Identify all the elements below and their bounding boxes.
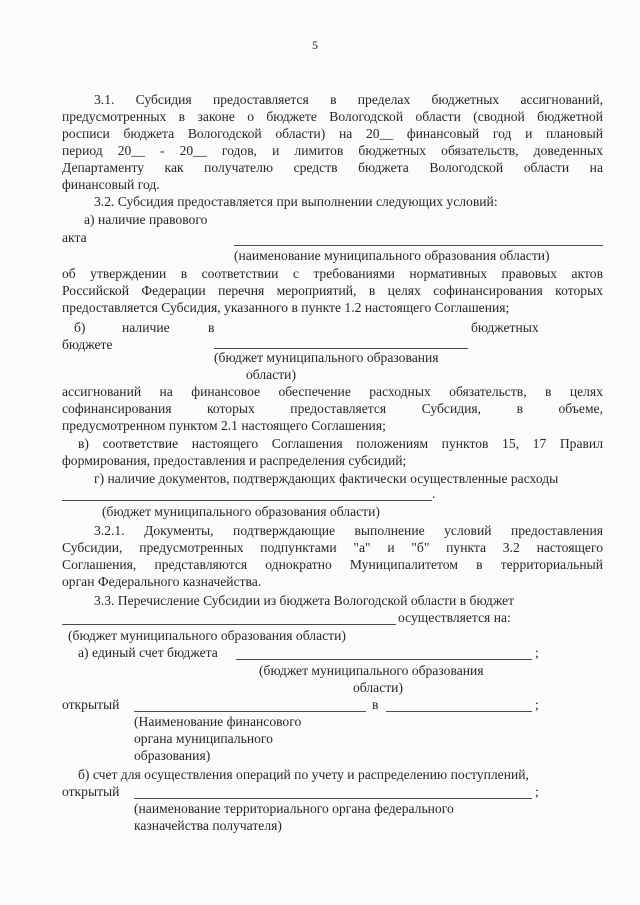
p32-intro: 3.2. Субсидия предоставляется при выполнении следующих условий:	[94, 194, 498, 209]
p321-line-1: 3.2.1. Документы, подтверждающие выполнение условий предоставления	[94, 523, 603, 538]
p321-line-2: Субсидии, предусмотренных подпунктами "а" и "б" пункта 3.2 настоящего	[62, 540, 603, 555]
p32b-rest-3: предусмотренном пунктом 2.1 настоящего Соглашения;	[62, 418, 386, 433]
p33a: а) единый счет бюджета	[78, 645, 218, 660]
semicolon-treasury: ;	[535, 784, 539, 799]
p32g-dot: .	[432, 486, 436, 501]
opened-label: открытый	[62, 697, 120, 712]
p31-line-1: 3.1. Субсидия предоставляется в пределах бюджетных ассигнований,	[94, 92, 603, 107]
caption-treasury-1: (наименование территориального органа федерального	[134, 801, 454, 816]
caption-fin-organ-3: образования)	[134, 748, 211, 763]
page-number: 5	[312, 38, 318, 52]
fill-line-budget-g	[62, 500, 432, 501]
p32b-nalichie: наличие	[122, 320, 170, 335]
caption-municipality: (наименование муниципального образования области)	[234, 248, 550, 263]
caption-budget-b-1: (бюджет муниципального образования	[214, 350, 439, 365]
caption-budget-33: (бюджет муниципального образования области)	[68, 628, 346, 643]
p33-line-1: 3.3. Перечисление Субсидии из бюджета Вологодской области в бюджет	[94, 593, 515, 608]
fill-line-treasury	[134, 798, 532, 799]
caption-budget-b-2: области)	[246, 367, 296, 382]
p32v-line-1: в) соответствие настоящего Соглашения положениям пунктов 15, 17 Правил	[78, 436, 603, 451]
p32b-rest-1: ассигнований на финансовое обеспечение расходных обязательств, в целях	[62, 384, 603, 399]
p31-line-4: период 20__ - 20__ годов, и лимитов бюджетных обязательств, доведенных	[62, 143, 603, 158]
p32v-line-2: формирования, предоставления и распределения субсидий;	[62, 453, 407, 468]
p33a-semicolon: ;	[535, 645, 539, 660]
p32a-rest-3: предоставляется Субсидия, указанного в пункте 1.2 настоящего Соглашения;	[62, 300, 510, 315]
p31-line-6: финансовый год.	[62, 177, 160, 192]
p32a-first: а) наличие правового	[84, 212, 208, 227]
opened-label-2: открытый	[62, 784, 120, 799]
p321-line-3: Соглашения, представляются однократно Муниципалитетом в территориальный	[62, 557, 603, 572]
p31-line-2: предусмотренных в законе о бюджете Вологодской области (сводной бюджетной	[62, 109, 603, 124]
p32a-rest-1: об утверждении в соответствии с требованиями нормативных правовых актов	[62, 266, 603, 281]
p321-line-4: орган Федерального казначейства.	[62, 574, 262, 589]
fill-line-fin-organ	[134, 711, 366, 712]
caption-budget-g: (бюджет муниципального образования области)	[102, 504, 380, 519]
fill-line-budget-33	[62, 624, 396, 625]
p31-line-5: Департаменту как получателю средств бюджета Вологодской области на	[62, 160, 603, 175]
p33-carried-out: осуществляется на:	[398, 610, 511, 625]
v-word: в	[372, 697, 379, 712]
p32a-rest-2: Российской Федерации перечня мероприятий, в целях софинансирования которых	[62, 283, 603, 298]
p32b-v: в	[208, 320, 215, 335]
caption-budget-a-1: (бюджет муниципального образования	[259, 663, 484, 678]
fill-line-single-account	[236, 659, 532, 660]
caption-fin-organ-1: (Наименование финансового	[134, 714, 302, 729]
semicolon-opened: ;	[535, 697, 539, 712]
p33b: б) счет для осуществления операций по учету и распределению поступлений,	[78, 767, 529, 782]
p32b-letter: б)	[74, 320, 86, 335]
p32b-byudzhete: бюджете	[62, 337, 113, 352]
caption-treasury-2: казначейства получателя)	[134, 818, 282, 833]
fill-line-act	[234, 245, 603, 246]
p32b-budget-word: бюджетных	[471, 320, 539, 335]
p32g: г) наличие документов, подтверждающих фактически осуществленные расходы	[94, 471, 559, 486]
caption-budget-a-2: области)	[353, 680, 403, 695]
caption-fin-organ-2: органа муниципального	[134, 731, 273, 746]
fill-line-bank	[386, 711, 532, 712]
p32a-act: акта	[62, 230, 87, 245]
p32b-rest-2: софинансирования которых предоставляется Субсидия, в объеме,	[62, 401, 603, 416]
p31-line-3: росписи бюджета Вологодской области) на 20__ финансовый год и плановый	[62, 126, 603, 141]
